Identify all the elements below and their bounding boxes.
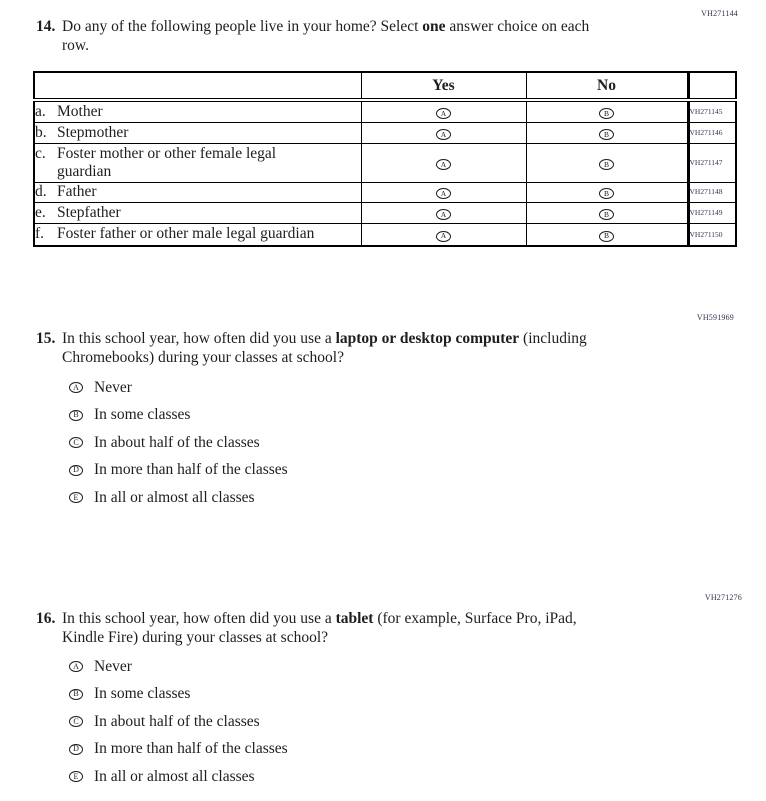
- row-label: Father: [57, 183, 97, 200]
- option-row-half-classes: [69, 713, 288, 730]
- option-label: In about half of the classes: [94, 712, 260, 730]
- question-15-text: In this school year, how often did you use a laptop or desktop computer (including Chromebooks) during your classes at school?: [62, 330, 587, 366]
- option-bubble-c[interactable]: C: [69, 716, 83, 727]
- option-row-all-classes: [69, 489, 288, 506]
- table-row-stepfather: [34, 202, 736, 223]
- yes-bubble[interactable]: A: [436, 129, 451, 140]
- question-15-code: VH591969: [696, 313, 734, 322]
- question-14: [36, 17, 589, 55]
- row-letter: c.: [35, 144, 46, 162]
- option-bubble-d[interactable]: D: [69, 465, 83, 476]
- row-code: VH271145: [688, 100, 736, 122]
- question-16-number: 16.: [36, 610, 56, 627]
- option-label: In about half of the classes: [94, 433, 260, 451]
- row-letter: f.: [35, 225, 45, 243]
- no-bubble[interactable]: B: [599, 159, 614, 170]
- question-14-code: VH271144: [701, 9, 738, 18]
- row-letter: d.: [35, 183, 47, 200]
- option-label: In all or almost all classes: [94, 767, 255, 785]
- row-label: Stepfather: [57, 203, 121, 221]
- question-14-number: 14.: [36, 18, 56, 35]
- table-row-father: [34, 182, 736, 202]
- no-bubble[interactable]: B: [599, 231, 614, 242]
- table-row-foster-father: [34, 223, 736, 246]
- row-code: VH271146: [688, 122, 736, 143]
- option-row-more-than-half: [69, 462, 288, 479]
- row-label: Stepmother: [57, 123, 129, 141]
- no-bubble[interactable]: B: [599, 129, 614, 140]
- option-row-some-classes: [69, 686, 288, 703]
- table-row-stepmother: [34, 122, 736, 143]
- yes-bubble[interactable]: A: [436, 231, 451, 242]
- option-bubble-b[interactable]: B: [69, 410, 83, 421]
- question-15-number: 15.: [36, 330, 56, 347]
- table-row-foster-mother: [34, 143, 736, 182]
- option-label: Never: [94, 378, 132, 396]
- col-header-code-blank: [688, 72, 736, 100]
- row-letter: b.: [35, 123, 47, 141]
- option-row-some-classes: [69, 407, 288, 424]
- col-header-blank: [34, 72, 361, 100]
- row-code: VH271147: [688, 143, 736, 182]
- col-header-no: No: [526, 72, 688, 100]
- question-16: [36, 609, 577, 647]
- row-code: VH271150: [688, 223, 736, 246]
- row-label: Mother: [57, 102, 103, 120]
- no-bubble[interactable]: B: [599, 188, 614, 199]
- question-14-answer-table: [33, 71, 737, 247]
- yes-bubble[interactable]: A: [436, 188, 451, 199]
- table-header-row: [34, 72, 736, 100]
- yes-bubble[interactable]: A: [436, 159, 451, 170]
- question-16-code: VH271276: [704, 593, 742, 602]
- question-15-options: [69, 379, 288, 517]
- option-bubble-e[interactable]: E: [69, 492, 83, 503]
- row-letter: e.: [35, 203, 46, 221]
- row-code: VH271149: [688, 202, 736, 223]
- option-row-more-than-half: [69, 741, 288, 758]
- option-row-never: [69, 379, 288, 396]
- option-bubble-b[interactable]: B: [69, 689, 83, 700]
- option-row-half-classes: [69, 434, 288, 451]
- option-bubble-c[interactable]: C: [69, 437, 83, 448]
- no-bubble[interactable]: B: [599, 108, 614, 119]
- no-bubble[interactable]: B: [599, 209, 614, 220]
- row-code: VH271148: [688, 182, 736, 202]
- row-label: Foster father or other male legal guardian: [57, 225, 315, 243]
- question-15: [36, 329, 587, 367]
- row-letter: a.: [35, 102, 46, 120]
- option-bubble-e[interactable]: E: [69, 771, 83, 782]
- option-label: In all or almost all classes: [94, 488, 255, 506]
- option-bubble-d[interactable]: D: [69, 744, 83, 755]
- option-row-never: [69, 658, 288, 675]
- yes-bubble[interactable]: A: [436, 108, 451, 119]
- question-14-text: Do any of the following people live in your home? Select one answer choice on each row.: [62, 18, 590, 54]
- question-16-options: [69, 658, 288, 796]
- option-row-all-classes: [69, 768, 288, 785]
- yes-bubble[interactable]: A: [436, 209, 451, 220]
- option-label: In more than half of the classes: [94, 461, 288, 478]
- row-label: Foster mother or other female legal guardian: [57, 144, 277, 180]
- col-header-yes: Yes: [361, 72, 526, 100]
- question-16-text: In this school year, how often did you use a tablet (for example, Surface Pro, iPad, Kindle Fire) during your classes at school?: [62, 610, 577, 646]
- option-label: In some classes: [94, 406, 191, 423]
- option-bubble-a[interactable]: A: [69, 661, 83, 672]
- option-bubble-a[interactable]: A: [69, 382, 83, 393]
- option-label: In some classes: [94, 685, 191, 702]
- table-row-mother: [34, 100, 736, 122]
- option-label: In more than half of the classes: [94, 740, 288, 757]
- option-label: Never: [94, 657, 132, 675]
